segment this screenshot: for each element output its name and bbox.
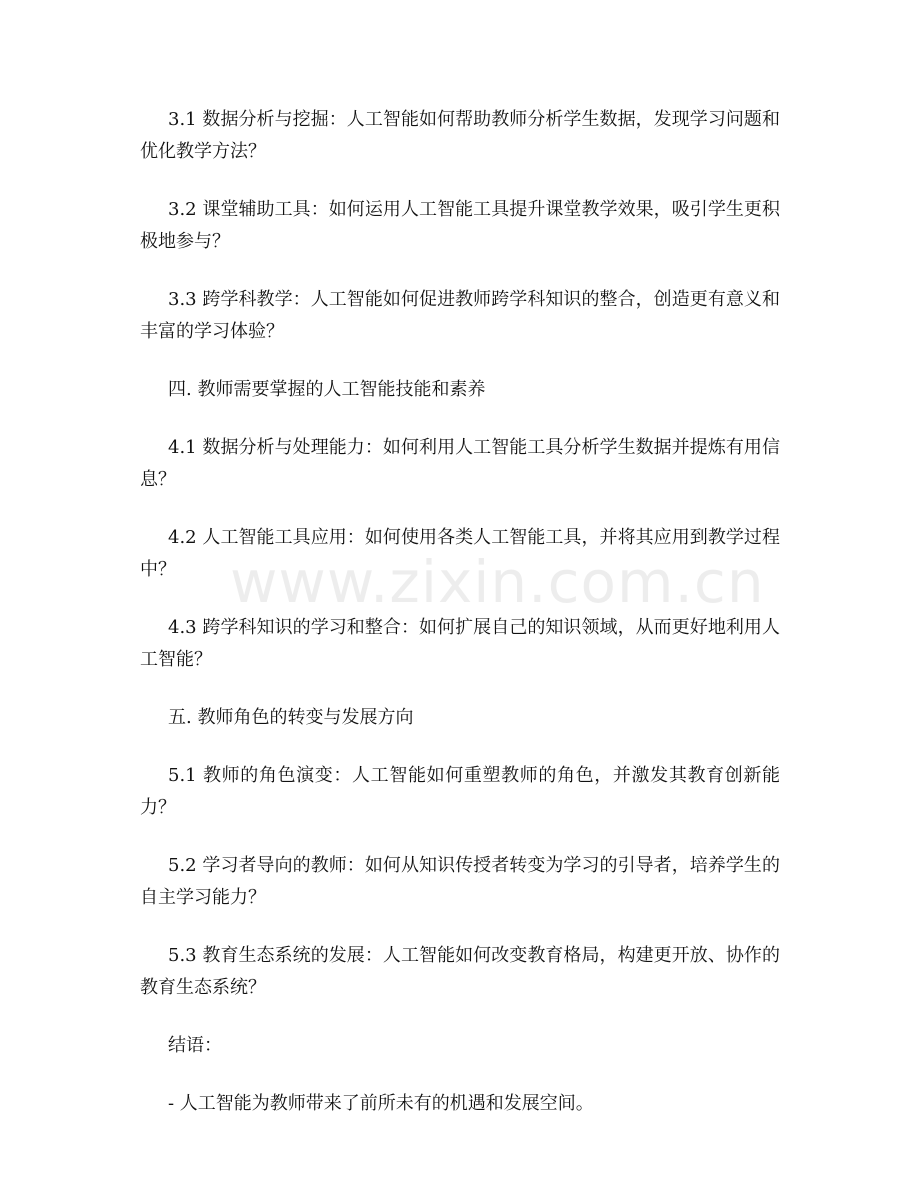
paragraph-4-2: 4.2 人工智能工具应用：如何使用各类人工智能工具，并将其应用到教学过程中？ <box>140 527 780 580</box>
paragraph-3-1: 3.1 数据分析与挖掘：人工智能如何帮助教师分析学生数据，发现学习问题和优化教学方法？ <box>140 109 780 162</box>
conclusion-bullet: - 人工智能为教师带来了前所未有的机遇和发展空间。 <box>168 1093 594 1114</box>
paragraph-5-3: 5.3 教育生态系统的发展：人工智能如何改变教育格局，构建更开放、协作的教育生态系统？ <box>140 945 780 998</box>
watermark-text: www.zixin.com.cn <box>230 548 765 616</box>
paragraph-5-2: 5.2 学习者导向的教师：如何从知识传授者转变为学习的引导者，培养学生的自主学习能力？ <box>140 855 780 908</box>
paragraph-4-1: 4.1 数据分析与处理能力：如何利用人工智能工具分析学生数据并提炼有用信息？ <box>140 437 780 490</box>
paragraph-3-2: 3.2 课堂辅助工具：如何运用人工智能工具提升课堂教学效果，吸引学生更积极地参与？ <box>140 199 780 252</box>
document-body <box>140 104 780 1120</box>
paragraph-4-3: 4.3 跨学科知识的学习和整合：如何扩展自己的知识领域，从而更好地利用人工智能？ <box>140 617 780 670</box>
section-heading-5: 五. 教师角色的转变与发展方向 <box>168 707 414 728</box>
paragraph-5-1: 5.1 教师的角色演变：人工智能如何重塑教师的角色，并激发其教育创新能力？ <box>140 765 780 818</box>
paragraph-3-3: 3.3 跨学科教学：人工智能如何促进教师跨学科知识的整合，创造更有意义和丰富的学习体验？ <box>140 289 780 342</box>
section-heading-4: 四. 教师需要掌握的人工智能技能和素养 <box>168 379 486 400</box>
conclusion-heading: 结语： <box>168 1035 222 1056</box>
